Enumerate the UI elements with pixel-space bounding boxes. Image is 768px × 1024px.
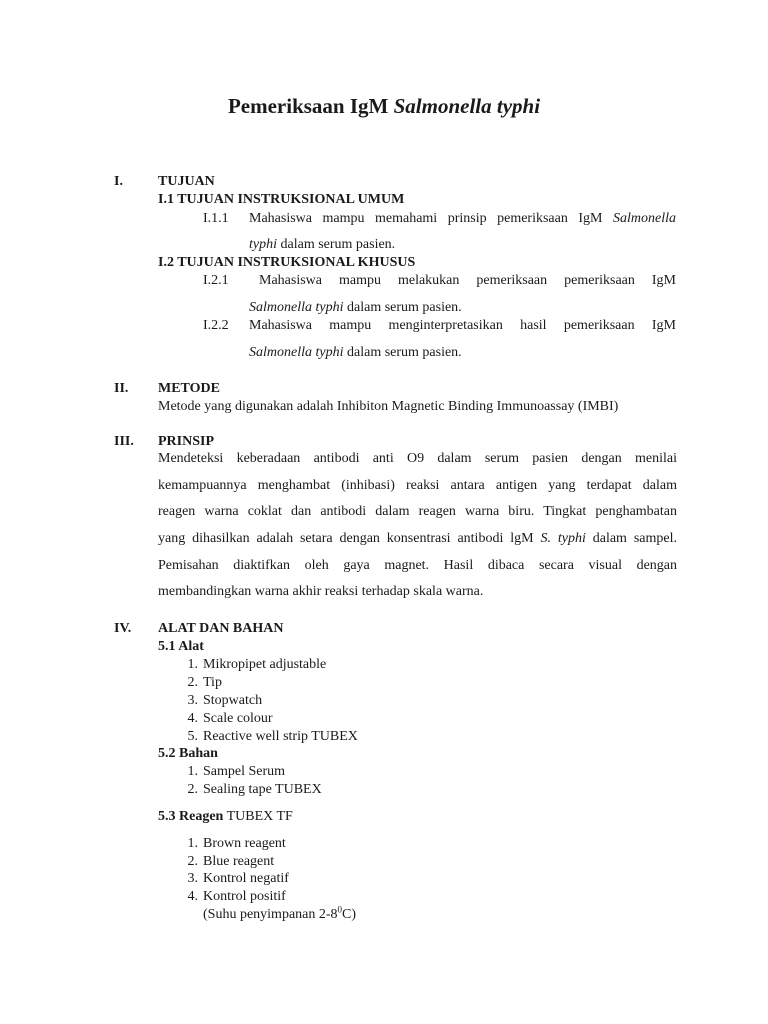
item-text: Mahasiswa mampu menginterpretasikan hasil pemeriksaan IgM — [249, 318, 676, 333]
list-item: Reactive well strip TUBEX — [203, 729, 358, 744]
section-heading-tujuan: TUJUAN — [158, 174, 215, 189]
metode-text: Metode yang digunakan adalah Inhibiton Magnetic Binding Immunoassay (IMBI) — [158, 399, 619, 414]
section-heading-alat-bahan: ALAT DAN BAHAN — [158, 621, 284, 636]
subsection-heading-reagen: 5.3 Reagen TUBEX TF — [158, 809, 293, 824]
item-number: I.2.1 — [203, 273, 229, 288]
list-number: 3. — [187, 871, 198, 886]
section-numeral: III. — [114, 434, 134, 449]
list-item: Kontrol positif — [203, 889, 286, 904]
list-item: Brown reagent — [203, 836, 286, 851]
item-text-continued: Salmonella typhi dalam serum pasien. — [249, 345, 462, 360]
paragraph-line: Pemisahan diaktifkan oleh gaya magnet. Hasil dibaca secara visual dengan — [158, 557, 677, 573]
paragraph-line: yang dihasilkan adalah setara dengan konsentrasi antibodi lgM S. typhi dalam sampel. — [158, 531, 677, 547]
list-item: Stopwatch — [203, 693, 263, 708]
item-text-continued: Salmonella typhi dalam serum pasien. — [249, 300, 462, 315]
list-item: Tip — [203, 675, 222, 690]
list-number: 1. — [187, 657, 198, 672]
subsection-heading: I.1 TUJUAN INSTRUKSIONAL UMUM — [158, 192, 405, 207]
section-heading-metode: METODE — [158, 381, 220, 396]
subsection-heading-alat: 5.1 Alat — [158, 639, 204, 654]
list-number: 1. — [187, 764, 198, 779]
list-number: 2. — [187, 675, 198, 690]
list-number: 3. — [187, 693, 198, 708]
list-number: 4. — [187, 889, 198, 904]
section-numeral: II. — [114, 381, 129, 396]
prinsip-paragraph — [158, 446, 677, 606]
item-text: Mahasiswa mampu memahami prinsip pemeriksaan IgM Salmonella — [249, 211, 676, 226]
item-number: I.1.1 — [203, 211, 229, 226]
page-title: Pemeriksaan IgM Salmonella typhi — [227, 94, 541, 118]
subsection-heading: I.2 TUJUAN INSTRUKSIONAL KHUSUS — [158, 255, 416, 270]
list-item: Sampel Serum — [203, 764, 286, 779]
paragraph-line: Mendeteksi keberadaan antibodi anti O9 dalam serum pasien dengan menilai — [158, 451, 677, 466]
list-item: Blue reagent — [203, 854, 275, 869]
list-number: 2. — [187, 782, 198, 797]
paragraph-line: reagen warna coklat dan antibodi dalam reagen warna biru. Tingkat penghambatan — [158, 504, 677, 520]
list-number: 4. — [187, 711, 198, 726]
list-item: Scale colour — [203, 711, 273, 726]
list-item: Mikropipet adjustable — [203, 657, 327, 672]
subsection-heading-bahan: 5.2 Bahan — [158, 746, 218, 761]
list-number: 2. — [187, 854, 198, 869]
item-text: Mahasiswa mampu melakukan pemeriksaan pemeriksaan IgM — [259, 273, 676, 288]
list-item: Sealing tape TUBEX — [203, 782, 322, 797]
list-number: 5. — [187, 729, 198, 744]
list-item: Kontrol negatif — [203, 871, 289, 886]
section-heading-prinsip: PRINSIP — [158, 434, 215, 449]
item-text-continued: typhi dalam serum pasien. — [249, 237, 396, 252]
paragraph-line: membandingkan warna akhir reaksi terhadap skala warna. — [158, 584, 484, 600]
storage-note: (Suhu penyimpanan $2-8^0C$) — [203, 904, 357, 922]
paragraph-line: kemampuannya menghambat (inhibasi) reaksi antara antigen yang terdapat dalam — [158, 477, 677, 493]
section-numeral: I. — [114, 174, 123, 189]
list-number: 1. — [187, 836, 198, 851]
section-numeral: IV. — [114, 621, 132, 636]
item-number: I.2.2 — [203, 318, 229, 333]
